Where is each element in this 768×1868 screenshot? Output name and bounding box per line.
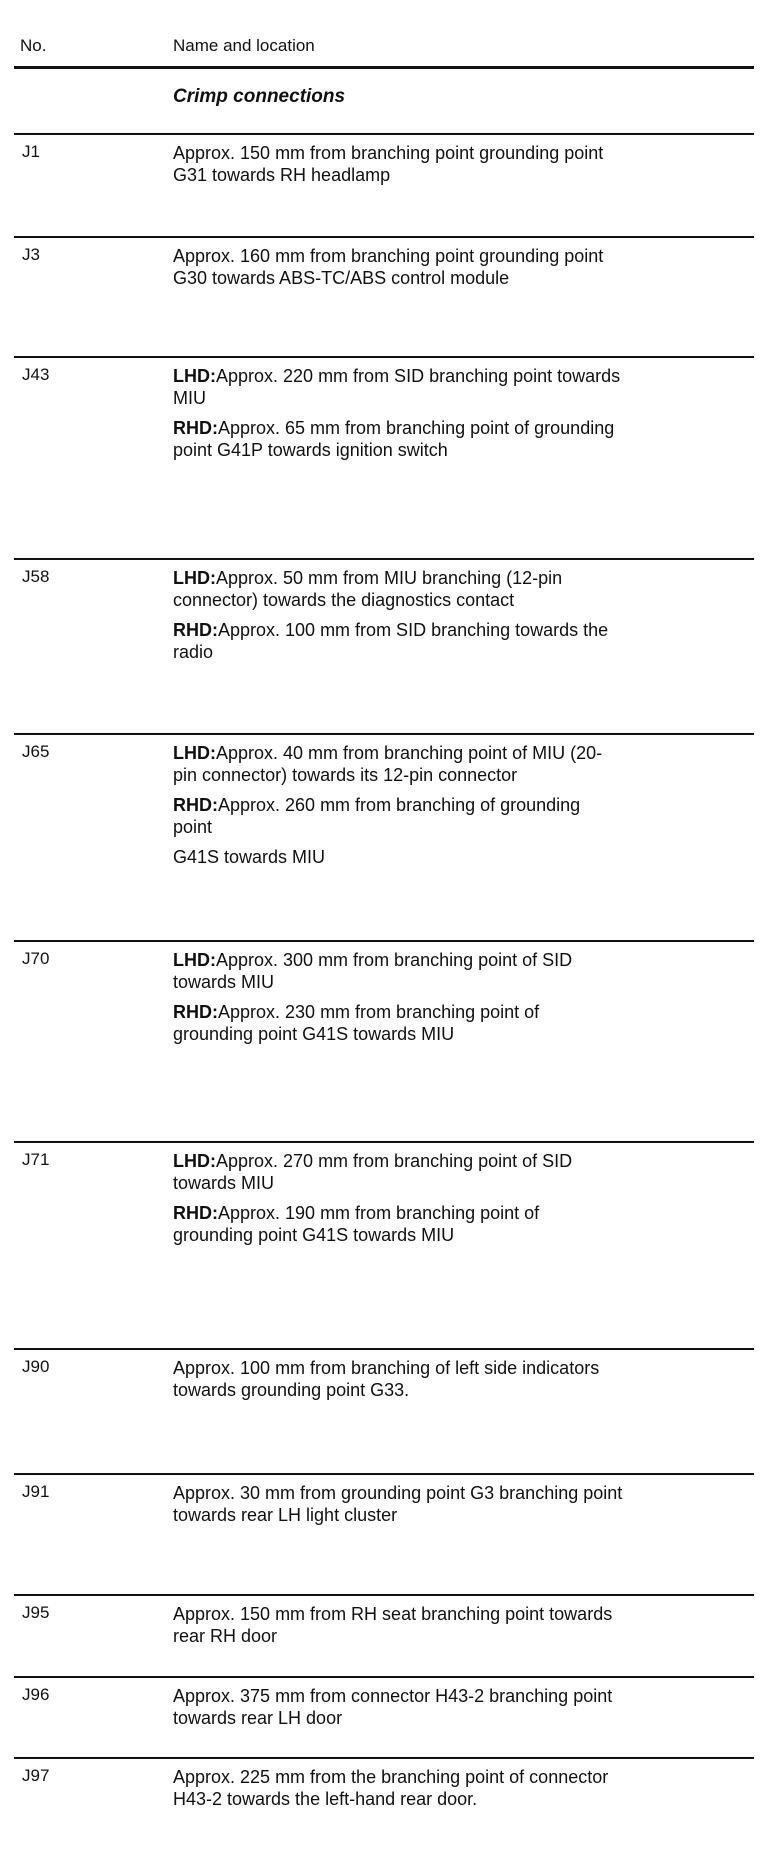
connection-id: J65 (22, 742, 50, 761)
rhd-text: Approx. 230 mm from branching point of grounding point G41S towards MIU (173, 1002, 540, 1044)
connection-description (173, 1766, 623, 1810)
rhd-location (173, 1202, 623, 1246)
location-text: Approx. 375 mm from connector H43-2 branching point towards rear LH door (173, 1686, 613, 1728)
rhd-label: RHD: (173, 1203, 218, 1223)
rhd-text: Approx. 100 mm from SID branching towards the radio (173, 620, 609, 662)
connection-description (173, 1603, 623, 1647)
lhd-location (173, 742, 623, 786)
rhd-label: RHD: (173, 418, 218, 438)
lhd-label: LHD: (173, 950, 216, 970)
connection-id: J43 (22, 365, 50, 384)
rhd-label: RHD: (173, 795, 218, 815)
connection-description (173, 1685, 623, 1729)
lhd-text: Approx. 40 mm from branching point of MIU (20-pin connector) towards its 12-pin connector (173, 743, 603, 785)
connection-id: J96 (22, 1685, 50, 1704)
section-title: Crimp connections (173, 86, 346, 107)
rhd-text: Approx. 260 mm from branching of grounding point (173, 795, 581, 837)
location-text: Approx. 225 mm from the branching point of connector H43-2 towards the left-hand rear door. (173, 1767, 609, 1809)
row-divider (14, 133, 754, 135)
header-rule (14, 66, 754, 69)
rhd-location (173, 1001, 623, 1045)
row-divider (14, 1676, 754, 1678)
rhd-label: RHD: (173, 1002, 218, 1022)
connection-description (173, 1357, 623, 1401)
lhd-text: Approx. 50 mm from MIU branching (12-pin connector) towards the diagnostics contact (173, 568, 563, 610)
lhd-label: LHD: (173, 366, 216, 386)
location-text: Approx. 100 mm from branching of left side indicators towards grounding point G33. (173, 1358, 600, 1400)
connection-id: J90 (22, 1357, 50, 1376)
rhd-location (173, 417, 623, 461)
connection-description (173, 365, 623, 461)
row-divider (14, 1757, 754, 1759)
connection-id: J70 (22, 949, 50, 968)
row-divider (14, 1473, 754, 1475)
lhd-location (173, 567, 623, 611)
lhd-label: LHD: (173, 1151, 216, 1171)
location-text: Approx. 160 mm from branching point grounding point G30 towards ABS-TC/ABS control module (173, 246, 604, 288)
rhd-location-extra: G41S towards MIU (173, 847, 326, 867)
connection-id: J3 (22, 245, 40, 264)
connection-id: J97 (22, 1766, 50, 1785)
rhd-location (173, 794, 623, 838)
row-divider (14, 940, 754, 942)
lhd-text: Approx. 300 mm from branching point of SID towards MIU (173, 950, 573, 992)
row-divider (14, 356, 754, 358)
row-divider (14, 733, 754, 735)
location-text: Approx. 150 mm from RH seat branching point towards rear RH door (173, 1604, 613, 1646)
header-name-location: Name and location (173, 36, 315, 55)
row-divider (14, 558, 754, 560)
lhd-text: Approx. 220 mm from SID branching point towards MIU (173, 366, 621, 408)
connection-description (173, 742, 623, 868)
connection-id: J95 (22, 1603, 50, 1622)
rhd-label: RHD: (173, 620, 218, 640)
row-divider (14, 1348, 754, 1350)
lhd-location (173, 365, 623, 409)
lhd-location (173, 949, 623, 993)
connection-description (173, 949, 623, 1045)
header-no: No. (20, 36, 47, 55)
connection-description (173, 1150, 623, 1246)
lhd-label: LHD: (173, 743, 216, 763)
connection-id: J71 (22, 1150, 50, 1169)
location-text: Approx. 150 mm from branching point grounding point G31 towards RH headlamp (173, 143, 604, 185)
connection-description (173, 1482, 623, 1526)
row-divider (14, 1594, 754, 1596)
connection-id: J1 (22, 142, 40, 161)
location-text: Approx. 30 mm from grounding point G3 branching point towards rear LH light cluster (173, 1483, 623, 1525)
lhd-label: LHD: (173, 568, 216, 588)
rhd-text: Approx. 65 mm from branching point of grounding point G41P towards ignition switch (173, 418, 615, 460)
row-divider (14, 236, 754, 238)
row-divider (14, 1141, 754, 1143)
lhd-location (173, 1150, 623, 1194)
connection-description (173, 567, 623, 663)
rhd-text: Approx. 190 mm from branching point of grounding point G41S towards MIU (173, 1203, 540, 1245)
rhd-location (173, 619, 623, 663)
lhd-text: Approx. 270 mm from branching point of SID towards MIU (173, 1151, 573, 1193)
connection-description (173, 245, 623, 289)
connection-description (173, 142, 623, 186)
connection-id: J91 (22, 1482, 50, 1501)
connection-id: J58 (22, 567, 50, 586)
